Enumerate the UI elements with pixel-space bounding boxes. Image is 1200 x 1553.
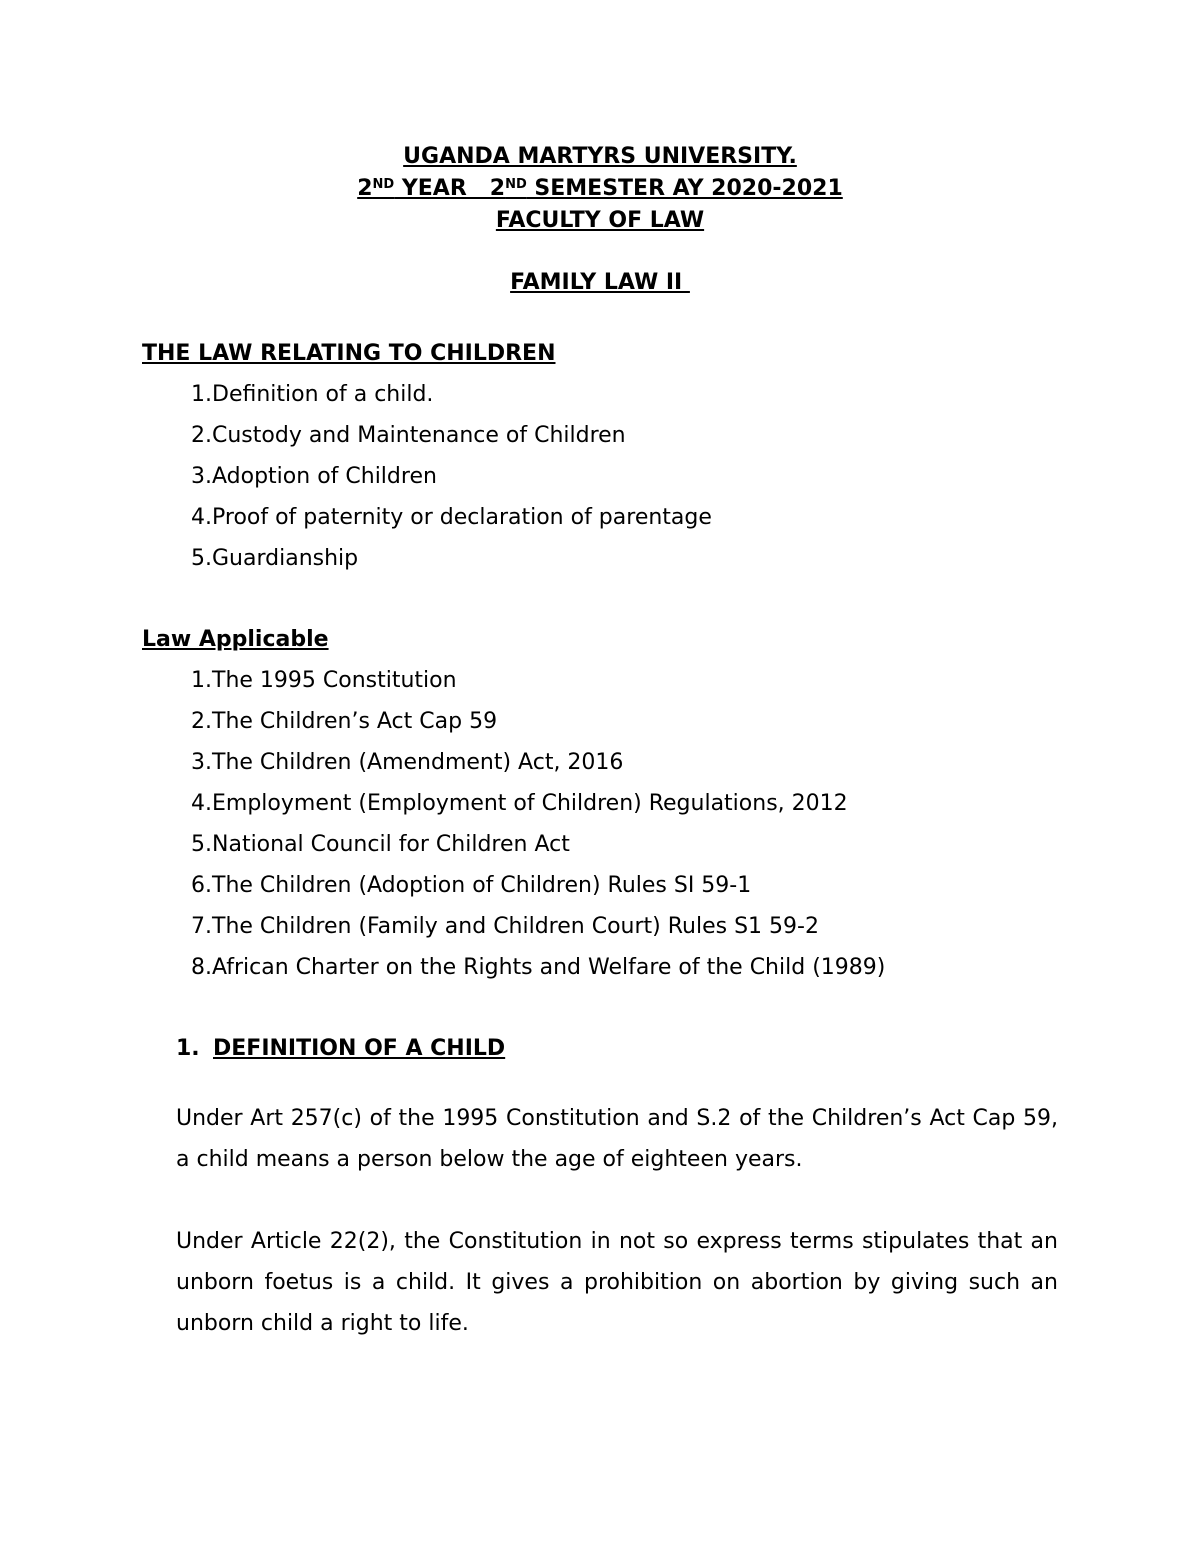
definition-heading <box>176 1033 505 1065</box>
definition-paragraph-2: Under Article 22(2), the Constitution in not so express terms stipulates that an unborn foetus is a child. It gives a prohibition on abortion by giving such an unborn child a right to life. <box>176 1229 1058 1336</box>
definition-heading-text: DEFINITION OF A CHILD <box>213 1036 506 1061</box>
topics-list <box>142 374 712 579</box>
list-item: 2. The Children’s Act Cap 59 <box>191 709 498 734</box>
list-item: 1. Definition of a child. <box>191 382 434 407</box>
list-item: 3. The Children (Amendment) Act, 2016 <box>191 750 624 775</box>
university-name: UGANDA MARTYRS UNIVERSITY. <box>403 144 797 169</box>
document-header <box>0 141 1200 237</box>
definition-paragraph-1: Under Art 257(c) of the 1995 Constitution and S.2 of the Children’s Act Cap 59, a child means a person below the age of eighteen years. <box>176 1106 1058 1172</box>
topics-heading: THE LAW RELATING TO CHILDREN <box>142 341 556 366</box>
law-applicable-list <box>142 660 886 988</box>
list-item: 4. Employment (Employment of Children) Regulations, 2012 <box>191 791 848 816</box>
list-item: 6. The Children (Adoption of Children) Rules SI 59-1 <box>191 873 752 898</box>
law-applicable-heading: Law Applicable <box>142 627 329 652</box>
list-item: 4. Proof of paternity or declaration of parentage <box>191 505 712 530</box>
faculty-name: FACULTY OF LAW <box>495 208 705 233</box>
list-item: 5. Guardianship <box>191 546 359 571</box>
list-item: 7. The Children (Family and Children Court) Rules S1 59-2 <box>191 914 819 939</box>
list-item: 1. The 1995 Constitution <box>191 668 457 693</box>
list-item: 2. Custody and Maintenance of Children <box>191 423 626 448</box>
year-semester-line: 2ND YEAR 2ND SEMESTER AY 2020-2021 <box>357 176 843 201</box>
course-title: FAMILY LAW II <box>510 270 690 295</box>
list-item: 3. Adoption of Children <box>191 464 437 489</box>
list-item: 8. African Charter on the Rights and Welfare of the Child (1989) <box>191 955 886 980</box>
list-item: 5. National Council for Children Act <box>191 832 570 857</box>
definition-heading-number: 1. <box>176 1036 200 1061</box>
